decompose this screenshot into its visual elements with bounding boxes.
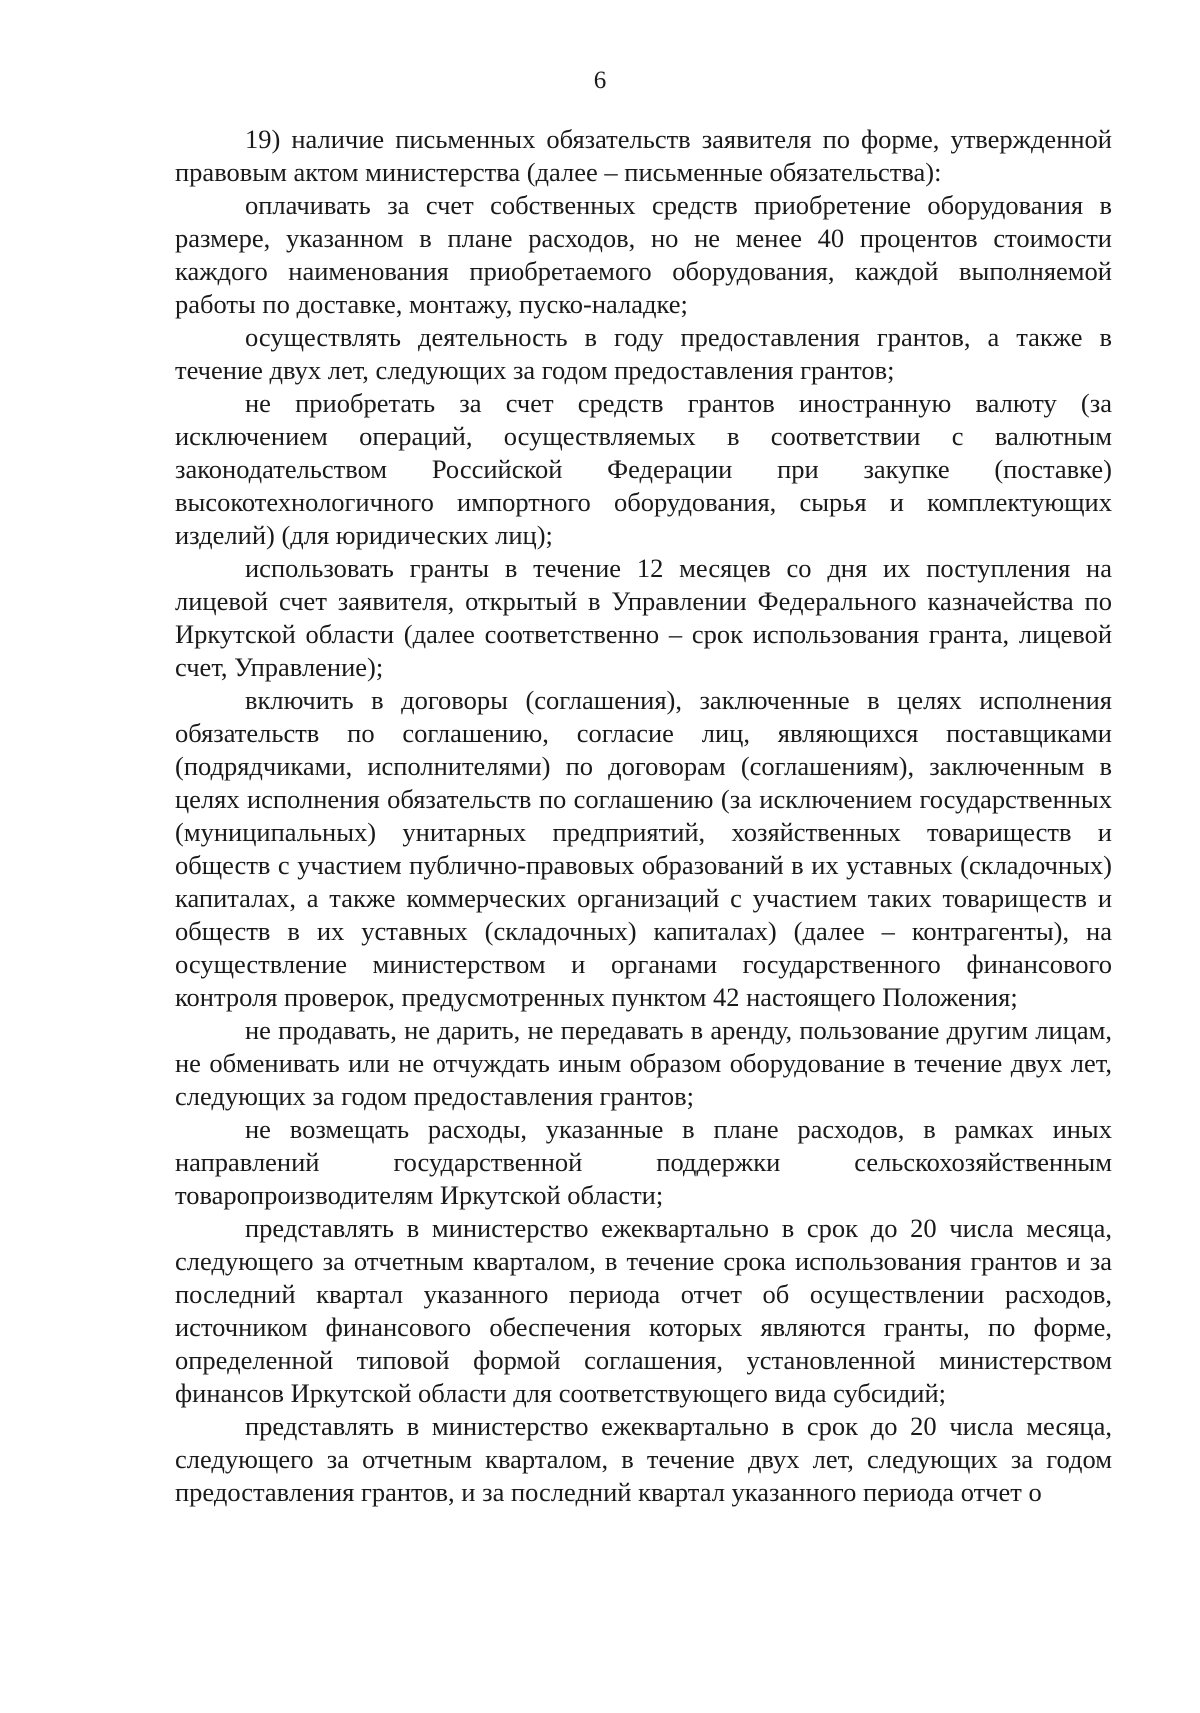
paragraph-obligation-contractor-consent: включить в договоры (соглашения), заключенные в целях исполнения обязательств по соглашению, согласие лиц, являющихся поставщиками (подрядчиками, исполнителями) по договорам (соглашениям), заключенным в целях исполнения обязательств по соглашению (за исключением государственных (муниципальных) унитарных предприятий, хозяйственных товариществ и обществ с участием публично-правовых образований в их уставных (складочных) капиталах, а также коммерческих организаций с участием таких товариществ и обществ в их уставных (складочных) капиталах) (далее – контрагенты), на осуществление министерством и органами государственного финансового контроля проверок, предусмотренных пунктом 42 настоящего Положения; bbox=[175, 685, 1112, 1012]
paragraph-obligation-no-alienation: не продавать, не дарить, не передавать в аренду, пользование другим лицам, не обменивать или не отчуждать иным образом оборудование в течение двух лет, следующих за годом предоставления грантов; bbox=[175, 1015, 1112, 1111]
paragraph-obligation-no-foreign-currency: не приобретать за счет средств грантов иностранную валюту (за исключением операций, осуществляемых в соответствии с валютным законодательством Российской Федерации при закупке (поставке) высокотехнологичного импортного оборудования, сырья и комплектующих изделий) (для юридических лиц); bbox=[175, 388, 1112, 550]
paragraph-obligation-pay-own-funds: оплачивать за счет собственных средств приобретение оборудования в размере, указанном в плане расходов, но не менее 40 процентов стоимости каждого наименования приобретаемого оборудования, каждой выполняемой работы по доставке, монтажу, пуско-наладке; bbox=[175, 190, 1112, 319]
paragraph-obligation-operate: осуществлять деятельность в году предоставления грантов, а также в течение двух лет, следующих за годом предоставления грантов; bbox=[175, 322, 1112, 385]
paragraph-item-19: 19) наличие письменных обязательств заявителя по форме, утвержденной правовым актом министерства (далее – письменные обязательства): bbox=[175, 124, 1112, 187]
paragraph-obligation-no-reimbursement: не возмещать расходы, указанные в плане расходов, в рамках иных направлений государственной поддержки сельскохозяйственным товаропроизводителям Иркутской области; bbox=[175, 1114, 1112, 1210]
document-body bbox=[175, 123, 1112, 1509]
page-number: 6 bbox=[593, 67, 607, 94]
paragraph-obligation-expense-report: представлять в министерство ежеквартально в срок до 20 числа месяца, следующего за отчетным кварталом, в течение срока использования грантов и за последний квартал указанного периода отчет об осуществлении расходов, источником финансового обеспечения которых являются гранты, по форме, определенной типовой формой соглашения, установленной министерством финансов Иркутской области для соответствующего вида субсидий; bbox=[175, 1213, 1112, 1408]
paragraph-obligation-quarterly-report: представлять в министерство ежеквартально в срок до 20 числа месяца, следующего за отчетным кварталом, в течение двух лет, следующих за годом предоставления грантов, и за последний квартал указанного периода отчет о bbox=[175, 1411, 1112, 1507]
paragraph-obligation-use-grants: использовать гранты в течение 12 месяцев со дня их поступления на лицевой счет заявителя, открытый в Управлении Федерального казначейства по Иркутской области (далее соответственно – срок использования гранта, лицевой счет, Управление); bbox=[175, 553, 1112, 682]
